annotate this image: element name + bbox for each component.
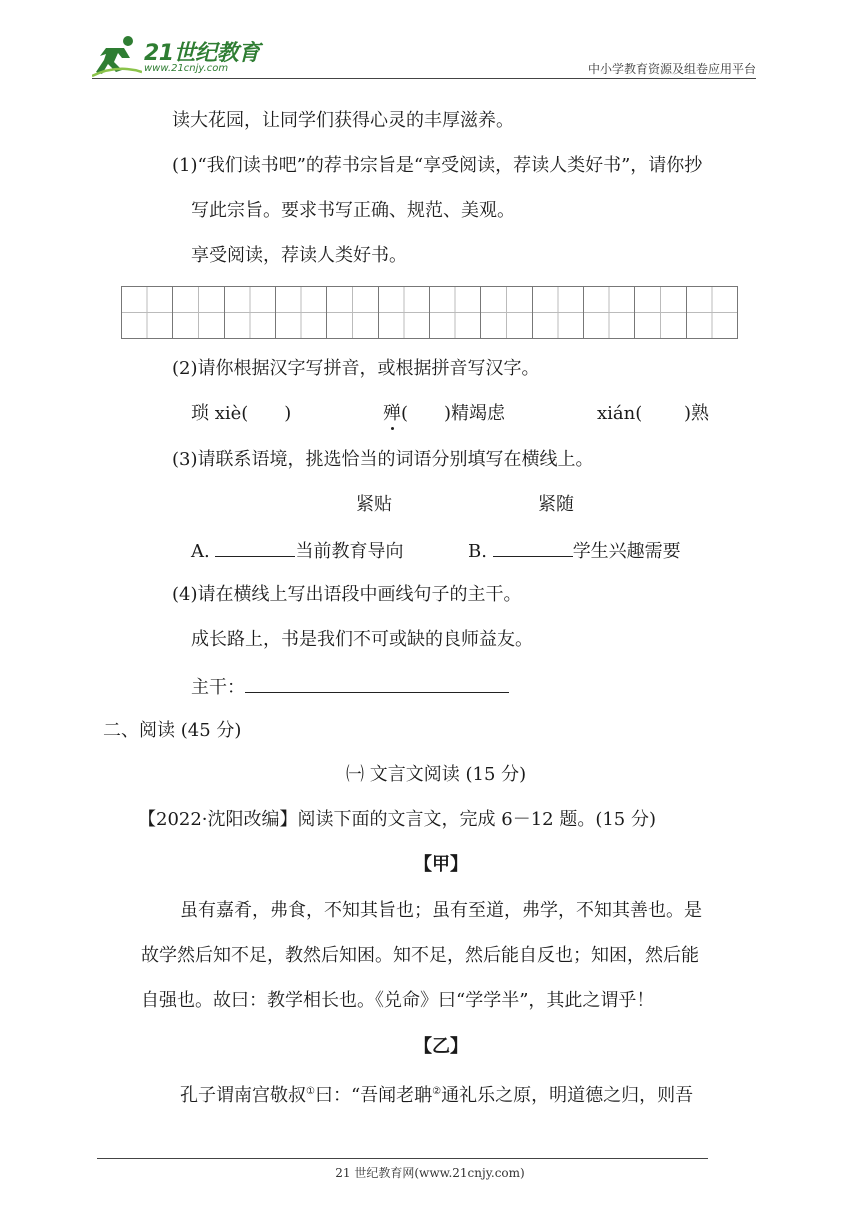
grid-cell[interactable] [225,287,276,338]
logo-text: 21世纪教育 [144,41,260,66]
grid-cell[interactable] [533,287,584,338]
question-2-item-3-end: )熟 [684,403,710,424]
passage-yi-line-1 [180,1080,693,1108]
footnote-marker-2: ② [432,1086,442,1097]
option-a-label: A. [191,541,210,562]
header-platform-text: 中小学教育资源及组卷应用平台 [587,62,756,76]
grid-cell[interactable] [276,287,327,338]
word-option-2: 紧随 [538,494,574,515]
question-2-item-2-rest: ( )精竭虑 [401,403,506,424]
footer-text: 21 世纪教育网(www.21cnjy.com) [335,1166,525,1180]
option-b-label: B. [468,541,487,562]
grid-cell[interactable] [584,287,635,338]
passage-jia-line-2: 故学然后知不足，教然后知困。知不足，然后能自反也；知困，然后能 [141,945,699,966]
subsection-title: ㈠ 文言文阅读 [346,764,460,785]
question-2-item-1: 琐 xiè( ) [191,403,292,424]
question-3-a [191,538,403,564]
footnote-marker-1: ① [306,1086,315,1097]
dotted-character: 殚 [383,403,401,424]
grid-cell[interactable] [635,287,686,338]
answer-blank-b[interactable] [493,538,573,557]
question-3-b [468,538,681,564]
writing-grid[interactable] [121,286,738,339]
question-1-copy-text: 享受阅读，荐读人类好书。 [191,245,407,266]
footer-divider [97,1158,708,1159]
subsection-score: (15 分) [465,764,527,785]
passage-yi-title: 【乙】 [414,1036,468,1057]
answer-label: 主干： [191,677,245,698]
grid-cell[interactable] [687,287,737,338]
intro-line: 读大花园，让同学们获得心灵的丰厚滋养。 [172,110,514,131]
question-2-item-2 [383,402,505,426]
grid-cell[interactable] [379,287,430,338]
section-2-title: 二、阅读 [103,720,175,741]
question-4-answer [191,674,509,700]
option-a-text: 当前教育导向 [295,541,404,562]
runner-logo-icon [92,34,142,78]
question-2: (2)请你根据汉字写拼音，或根据拼音写汉字。 [172,358,540,379]
word-option-1: 紧贴 [356,494,392,515]
passage-jia-line-1: 虽有嘉肴，弗食，不知其旨也；虽有至道，弗学，不知其善也。是 [180,900,702,921]
question-1-line-1: (1)“我们读书吧”的荐书宗旨是“享受阅读，荐读人类好书”，请你抄 [172,155,703,176]
question-4-sentence: 成长路上，书是我们不可或缺的良师益友。 [191,629,533,650]
passage-yi-text-a: 孔子谓南宫敬叔 [180,1085,306,1106]
grid-cell[interactable] [122,287,173,338]
passage-yi-text-c: 通礼乐之原，明道德之归，则吾 [441,1085,694,1106]
logo [92,34,267,78]
subsection-heading [346,763,526,787]
grid-cell[interactable] [430,287,481,338]
question-3: (3)请联系语境，挑选恰当的词语分别填写在横线上。 [172,449,594,470]
grid-cell[interactable] [173,287,224,338]
answer-blank-main[interactable] [245,674,509,693]
question-2-item-3-start: xián( [597,403,643,424]
header-divider [92,78,756,79]
page-header [0,0,860,80]
grid-cell[interactable] [327,287,378,338]
passage-jia-line-3: 自强也。故曰：教学相长也。《兑命》曰“学学半”，其此之谓乎！ [141,990,655,1011]
grid-cell[interactable] [481,287,532,338]
question-1-line-2: 写此宗旨。要求书写正确、规范、美观。 [191,200,515,221]
section-2-score: (45 分) [180,720,242,741]
option-b-text: 学生兴趣需要 [572,541,681,562]
answer-blank-a[interactable] [215,538,295,557]
logo-url: www.21cnjy.com [144,63,229,74]
passage-jia-title: 【甲】 [414,854,468,875]
reading-intro: 【2022·沈阳改编】阅读下面的文言文，完成 6－12 题。(15 分) [138,809,656,830]
passage-yi-text-b: 曰：“吾闻老聃 [314,1085,433,1106]
question-4: (4)请在横线上写出语段中画线句子的主干。 [172,584,522,605]
section-2-heading [103,719,241,743]
